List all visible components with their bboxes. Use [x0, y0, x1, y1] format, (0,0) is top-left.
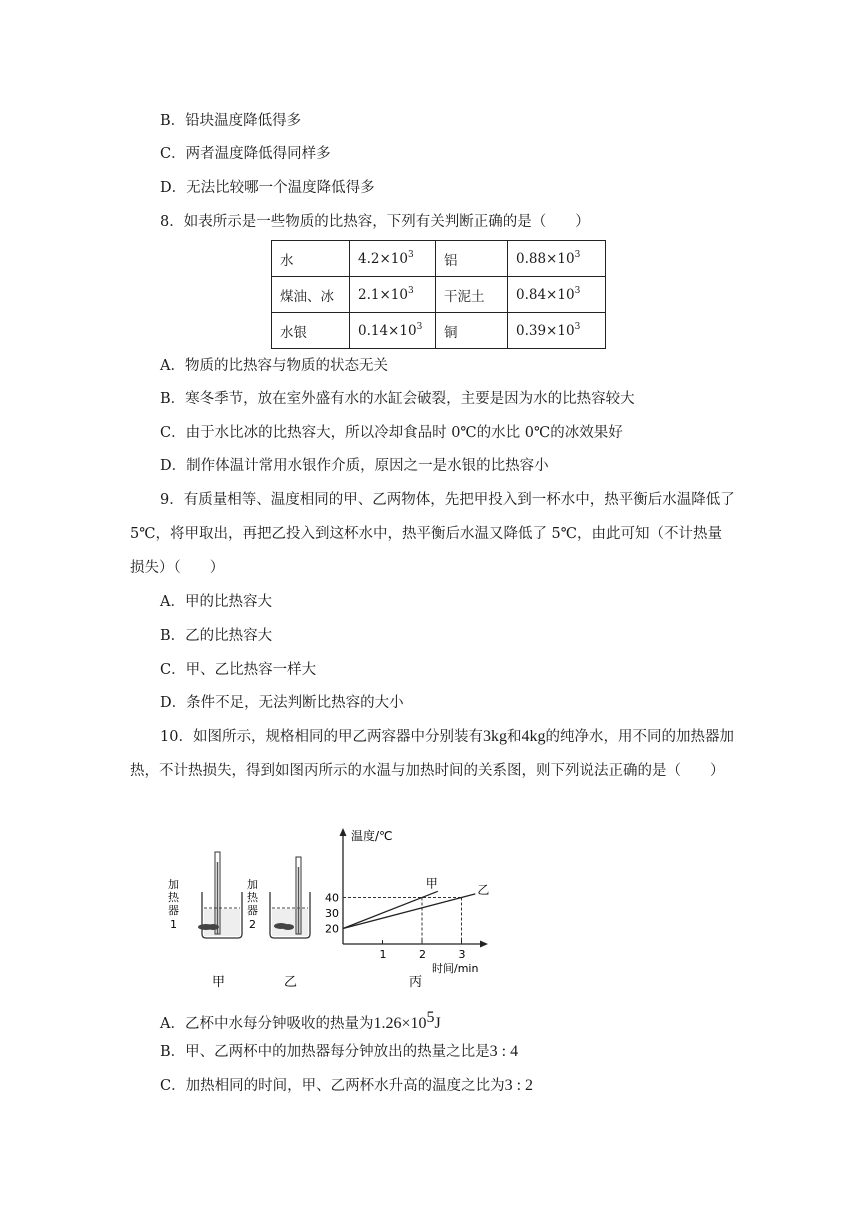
q7-option-d: D．无法比较哪一个温度降低得多 — [160, 180, 375, 196]
q10-option-a: A．乙杯中水每分钟吸收的热量为$1.26\times 10^5J$ — [160, 1009, 441, 1032]
q8-option-b: B．寒冬季节，放在室外盛有水的水缸会破裂，主要是因为水的比热容较大 — [160, 391, 635, 407]
table-row — [272, 241, 606, 277]
beaker-2 — [270, 857, 310, 938]
table-cell: 铝 — [436, 241, 508, 277]
series-line-yi — [343, 894, 475, 929]
x-tick-label: 1 — [379, 948, 387, 961]
q7-option-b: B．铅块温度降低得多 — [160, 113, 302, 129]
q10-figure-svg — [160, 822, 500, 997]
y-tick-label: 20 — [325, 922, 339, 936]
heater-1-label: 加热器 1 — [168, 878, 179, 931]
table-row — [272, 277, 606, 313]
table-cell: $0.84\times 10^3$ — [508, 277, 606, 313]
table-cell: 水 — [272, 241, 350, 277]
q9-option-b: B．乙的比热容大 — [160, 628, 273, 644]
q9-option-a: A．甲的比热容大 — [160, 594, 272, 610]
series-label: 甲 — [425, 876, 438, 891]
q10-option-c: C．加热相同的时间，甲、乙两杯水升高的温度之比为3 : 2 — [160, 1077, 534, 1094]
q10-figure — [160, 822, 500, 997]
x-tick-label: 2 — [419, 948, 426, 961]
beaker-2-caption: 乙 — [284, 975, 298, 990]
series-label: 乙 — [477, 882, 490, 897]
q10-stem: 10．如图所示，规格相同的甲乙两容器中分别装有3kg和4kg的纯净水，用不同的加热器加热，不计热损失，得到如图丙所示的水温与加热时间的关系图，则下列说法正确的是（ ） — [130, 728, 734, 779]
x-tick-label: 3 — [458, 948, 466, 961]
table-row — [272, 313, 606, 349]
x-axis-label: 时间/min — [432, 962, 479, 975]
table-cell: 煤油、冰 — [272, 277, 350, 313]
beaker-1 — [198, 852, 242, 938]
heater-2-label: 加热器 2 — [247, 878, 258, 931]
temperature-time-graph — [325, 828, 489, 990]
q9-option-c: C．甲、乙比热容一样大 — [160, 662, 317, 678]
table-cell: $2.1\times 10^3$ — [350, 277, 436, 313]
table-cell: $0.39\times 10^3$ — [508, 313, 606, 349]
q10-option-b: B．甲、乙两杯中的加热器每分钟放出的热量之比是3 : 4 — [160, 1043, 519, 1060]
beaker-1-caption: 甲 — [212, 975, 226, 990]
table-cell: 水银 — [272, 313, 350, 349]
q8-stem: 8．如表所示是一些物质的比热容，下列有关判断正确的是（ ） — [160, 214, 590, 230]
series-line-jia — [343, 891, 438, 928]
specific-heat-table — [271, 240, 606, 349]
graph-caption: 丙 — [409, 975, 423, 990]
q8-option-a: A．物质的比热容与物质的状态无关 — [160, 358, 388, 374]
table-cell: $0.88\times 10^3$ — [508, 241, 606, 277]
table-cell: $0.14\times 10^3$ — [350, 313, 436, 349]
y-tick-label: 30 — [325, 907, 339, 920]
q8-option-c: C．由于水比冰的比热容大，所以冷却食品时 0℃的水比 0℃的冰效果好 — [160, 425, 623, 441]
table-cell: $4.2\times 10^3$ — [350, 241, 436, 277]
q8-option-d: D．制作体温计常用水银作介质，原因之一是水银的比热容小 — [160, 458, 549, 474]
q9-stem: 9．有质量相等、温度相同的甲、乙两物体，先把甲投入到一杯水中，热平衡后水温降低了 5℃，将甲取出，再把乙投入到这杯水中，热平衡后水温又降低了 5℃，由此可知（不计热量损失）（ ） — [130, 492, 735, 576]
q9-option-d: D．条件不足，无法判断比热容的大小 — [160, 695, 404, 711]
y-tick-label: 40 — [325, 891, 339, 905]
table-cell: 干泥土 — [436, 277, 508, 313]
q7-option-c: C．两者温度降低得同样多 — [160, 146, 331, 162]
table-cell: 铜 — [436, 313, 508, 349]
y-axis-label: 温度/℃ — [351, 829, 393, 843]
